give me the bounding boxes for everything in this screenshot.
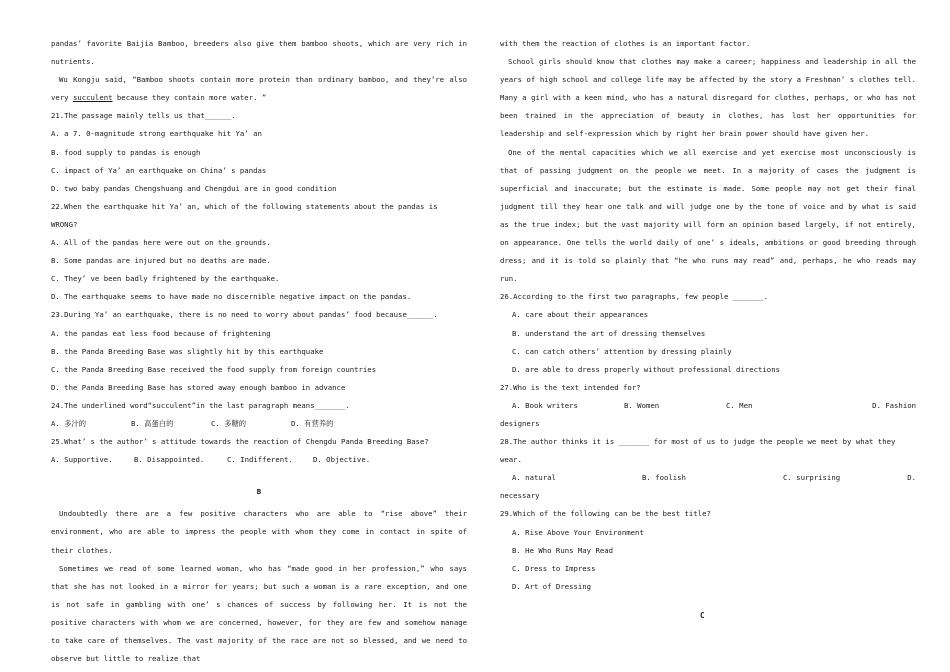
q23-option-a: A. the pandas eat less food because of frightening: [51, 328, 271, 338]
q26-option-a: A. care about their appearances: [512, 310, 649, 320]
left-column: [51, 35, 467, 668]
q29-option-b: B. He Who Runs May Read: [512, 545, 614, 555]
section-c-heading: C: [700, 611, 705, 620]
intro-paragraph-2-text: Wu Kongju said, “Bamboo shoots contain more protein than ordinary bamboo, and they’re also very: [51, 75, 467, 103]
question-24: 24.The underlined word“succulent”in the last paragraph means_______.: [51, 400, 350, 410]
q22-option-b: B. Some pandas are injured but no deaths are made.: [51, 256, 271, 266]
q28-option-d-wrap: necessary: [500, 491, 540, 501]
q27-option-b: B. Women: [624, 400, 660, 410]
passage-continuation: with them the reaction of clothes is an important factor.: [500, 39, 751, 48]
right-column: [500, 35, 916, 596]
q29-option-a: A. Rise Above Your Environment: [512, 527, 644, 537]
q23-option-b: B. the Panda Breeding Base was slightly hit by this earthquake: [51, 346, 324, 356]
q21-option-d: D. two baby pandas Chengshuang and Chengdui are in good condition: [51, 183, 337, 193]
q26-option-b: B. understand the art of dressing themselves: [512, 328, 706, 338]
question-23: 23.During Ya’ an earthquake, there is no need to worry about pandas’ food because______.: [51, 310, 438, 320]
q21-option-a: A. a 7. 0-magnitude strong earthquake hit Ya’ an: [51, 129, 262, 139]
q22-option-c: C. They’ ve been badly frightened by the earthquake.: [51, 274, 280, 284]
q25-options-row: [51, 451, 467, 469]
q28-option-a: A. natural: [512, 473, 556, 483]
q26-option-c: C. can catch others’ attention by dressing plainly: [512, 346, 732, 356]
q27-option-d-wrap: designers: [500, 418, 540, 428]
q24-option-d: D. 有营养的: [291, 418, 334, 428]
q24-options-row: [51, 415, 467, 433]
q27-option-c: C. Men: [726, 400, 753, 410]
q23-option-d: D. the Panda Breeding Base has stored away enough bamboo in advance: [51, 382, 346, 392]
passage-paragraph-judgment: One of the mental capacities which we all exercise and yet exercise most unconsciously is that of passing judgment on the people we meet. In a majority of cases the judgment is superficial and inaccurate; but the estimate is made. Some people may not get their final judgment till they hear one talk and will judge one by the tone of voice and by what is said as the true index; but the vast majority will form an opinion based largely, if not entirely, on appearance. One tells the world daily of one’ s ideals, ambitions or good breeding through dress; and it is told so plainly that “he who runs may read” and, perhaps, he who reads may run.: [500, 147, 916, 284]
q24-option-b: B. 高蛋白的: [131, 418, 174, 428]
q21-option-c: C. impact of Ya’ an earthquake on China’ s pandas: [51, 165, 267, 175]
passage-b-paragraph-2: Sometimes we read of some learned woman, who has “made good in her profession,” who says that she has not looked in a mirror for years; but such a woman is a rare exception, and one is not safe in gambling with one’ s chances of success by following her. It is not the positive characters with whom we are concerned, however, for they are few and somehow manage to take care of themselves. The vast majority of the race are not so blessed, and we need to observe but little to realize that: [51, 563, 467, 664]
q29-option-d: D. Art of Dressing: [512, 581, 592, 591]
q27-option-a: A. Book writers: [512, 400, 578, 410]
underlined-word: succulent: [72, 93, 113, 103]
q29-option-c: C. Dress to Impress: [512, 563, 596, 573]
question-22: 22.When the earthquake hit Ya’ an, which of the following statements about the pandas is WRONG?: [51, 201, 438, 229]
passage-b-paragraph-1: Undoubtedly there are a few positive characters who are able to “rise above” their environment, who are able to impress the people with whom they come in contact in spite of their clothes.: [51, 509, 467, 555]
q28-options-row: [500, 469, 916, 487]
question-25: 25.What’ s the author’ s attitude towards the reaction of Chengdu Panda Breeding Base?: [51, 437, 429, 447]
intro-paragraph-1: pandas’ favorite Baijia Bamboo, breeders also give them bamboo shoots, which are very rich in nutrients.: [51, 39, 467, 67]
q21-option-b: B. food supply to pandas is enough: [51, 147, 201, 157]
intro-paragraph-2-end: because they contain more water. ”: [112, 93, 267, 103]
question-28: 28.The author thinks it is _______ for most of us to judge the people we meet by what they wear.: [500, 437, 896, 465]
q25-option-a: A. Supportive.: [51, 455, 113, 465]
q23-option-c: C. the Panda Breeding Base received the food supply from foreign countries: [51, 364, 377, 374]
q25-option-c: C. Indifferent.: [227, 455, 293, 465]
question-21: 21.The passage mainly tells us that______.: [51, 111, 236, 121]
q27-option-d: D. Fashion: [872, 400, 916, 410]
q22-option-a: A. All of the pandas here were out on the grounds.: [51, 238, 271, 248]
section-b-heading: B: [256, 487, 262, 497]
question-27: 27.Who is the text intended for?: [500, 382, 641, 392]
q25-option-b: B. Disappointed.: [134, 455, 205, 465]
q26-option-d: D. are able to dress properly without professional directions: [512, 364, 780, 374]
q27-options-row: [500, 397, 916, 415]
q24-option-a: A. 多汁的: [51, 418, 87, 428]
intro-paragraph-2: [51, 71, 467, 107]
question-26: 26.According to the first two paragraphs, few people _______.: [500, 292, 768, 302]
q28-option-b: B. foolish: [642, 473, 686, 483]
q25-option-d: D. Objective.: [313, 455, 371, 465]
question-29: 29.Which of the following can be the best title?: [500, 509, 711, 519]
q24-option-c: C. 多糖的: [211, 418, 247, 428]
q22-option-d: D. The earthquake seems to have made no discernible negative impact on the pandas.: [51, 292, 412, 302]
q28-option-c: C. surprising: [783, 473, 841, 483]
q28-option-d: D.: [907, 473, 916, 483]
passage-paragraph-school-girls: School girls should know that clothes may make a career; happiness and leadership in all the years of high school and college life may be affected by the story a Freshman’ s clothes tell. Many a girl with a keen mind, who has a natural disregard for clothes, perhaps, or who has not been trained in the appreciation of beauty in clothes, has lost her opportunities for leadership and self-expression which by right her brain power should have given her.: [500, 57, 916, 139]
